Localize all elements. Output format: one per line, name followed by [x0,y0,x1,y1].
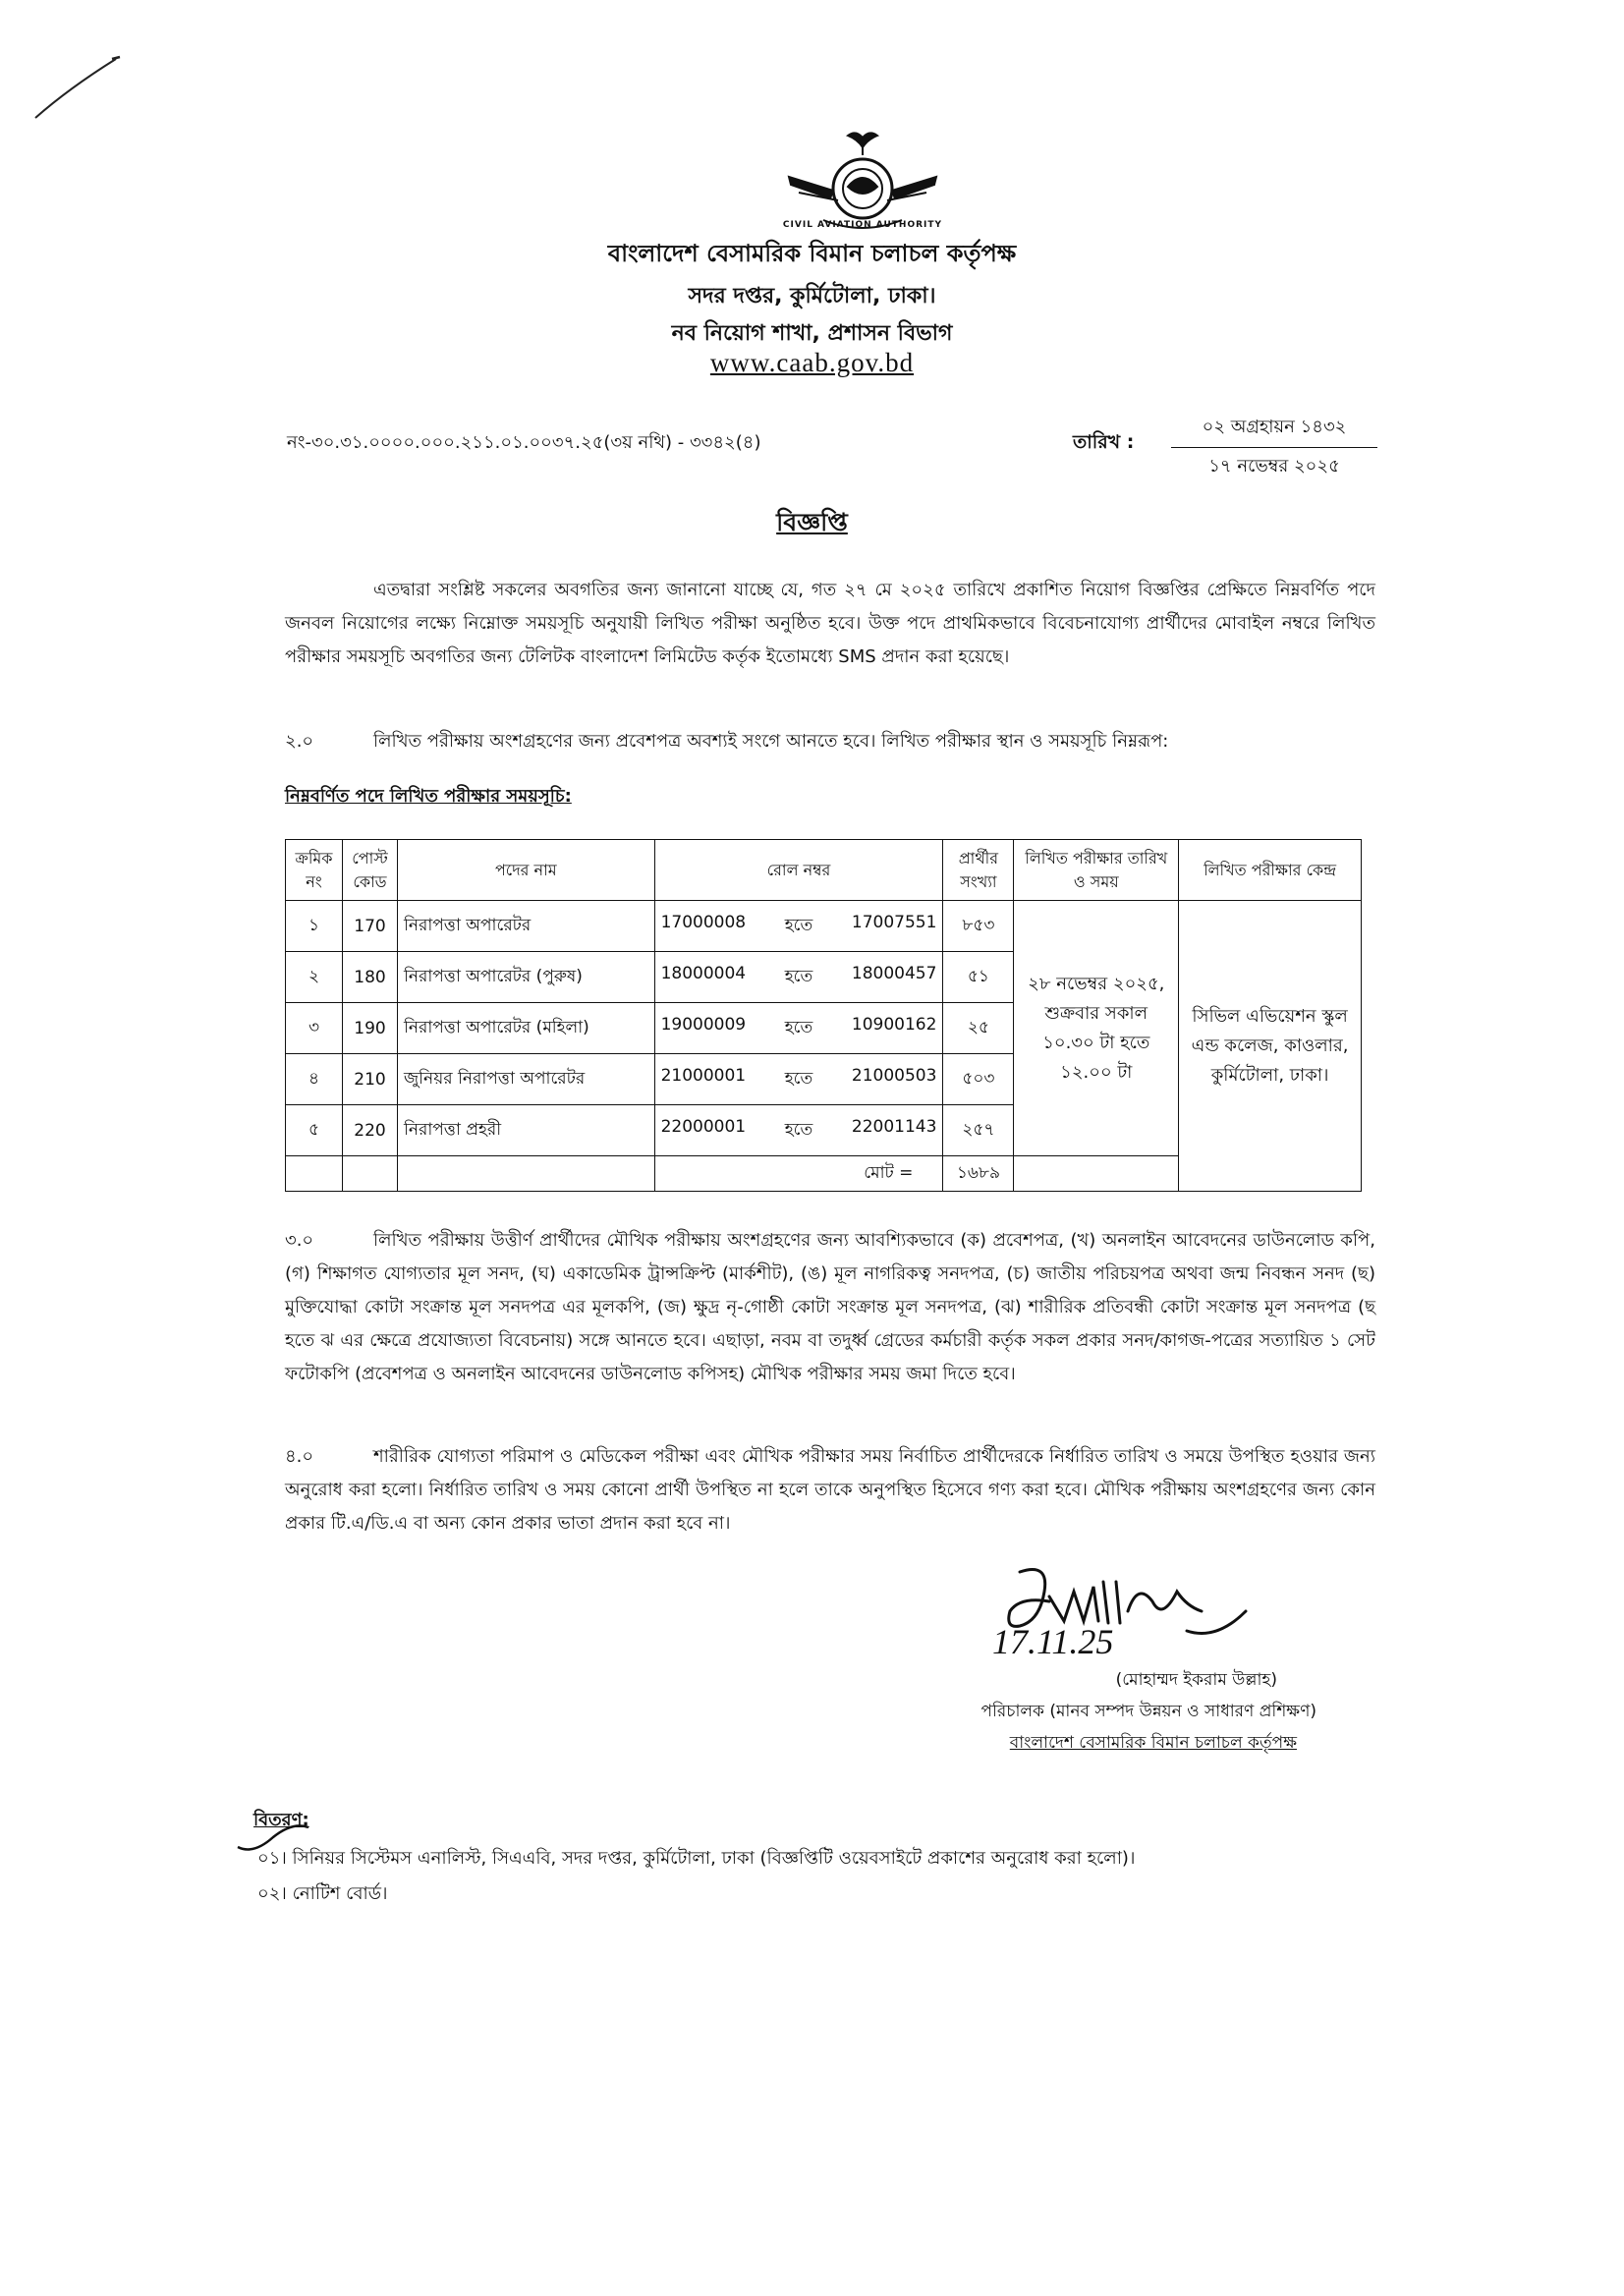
roll-to: 22001143 [851,1116,937,1137]
branch-name: নব নিয়োগ শাখা, প্রশাসন বিভাগ [671,321,953,346]
roll-to: 17007551 [851,912,937,932]
row-name: নিরাপত্তা অপারেটর (পুরুষ) [397,952,654,1003]
row-serial: ৩ [286,1003,343,1054]
office-address: সদর দপ্তর, কুর্মিটোলা, ঢাকা। [688,284,936,308]
row-code: 180 [342,952,397,1003]
row-serial: ২ [286,952,343,1003]
roll-to-word: হতে [784,1119,813,1140]
row-name: নিরাপত্তা অপারেটর (মহিলা) [397,1003,654,1054]
roll-to: 21000503 [851,1065,937,1086]
signature-block [806,1664,1316,1759]
signature-date: 17.11.25 [992,1622,1114,1661]
row-roll [654,1054,943,1105]
exam-center: সিভিল এভিয়েশন স্কুল এন্ড কলেজ, কাওলার, কুর্মিটোলা, ঢাকা। [1179,901,1362,1192]
paragraph-3-text: লিখিত পরীক্ষায় উত্তীর্ণ প্রার্থীদের মৌখিক পরীক্ষায় অংশগ্রহণের জন্য আবশ্যিকভাবে (ক) প্রবেশপত্র, (খ) অনলাইন আবেদনের ডাউনলোড কপি, (গ) শিক্ষাগত যোগ্যতার মূল সনদ, (ঘ) একাডেমিক ট্রান্সক্রিপ্ট (মার্কশীট), (ঙ) মূল নাগরিকত্ব সনদপত্র, (চ) জাতীয় পরিচয়পত্র অথবা জন্ম নিবন্ধন সনদ (ছ) মুক্তিযোদ্ধা কোটা সংক্রান্ত মূল সনদপত্র এর মূলকপি, (জ) ক্ষুদ্র নৃ-গোষ্ঠী কোটা সংক্রান্ত মূল সনদপত্র, (ঝ) শারীরিক প্রতিবন্ধী কোটা সংক্রান্ত মূল সনদপত্র (ছ হতে ঝ এর ক্ষেত্রে প্রযোজ্যতা বিবেচনায়) সঙ্গে আনতে হবে। এছাড়া, নবম বা তদুর্ধ্ব গ্রেডের কর্মচারী কর্তৃক সকল প্রকার সনদ/কাগজ-পত্রের সত্যায়িত ১ সেট ফটোকপি (প্রবেশপত্র ও অনলাইন আবেদনের ডাউনলোড কপিসহ) মৌখিক পরীক্ষার সময় জমা দিতে হবে। [285,1230,1375,1384]
col-count: প্রার্থীর সংখ্যা [943,840,1014,901]
row-roll [654,1003,943,1054]
paragraph-4-number: ৪.০ [285,1446,314,1467]
memo-number: নং-৩০.৩১.০০০০.০০০.২১১.০১.০০৩৭.২৫(৩য় নথি) - ৩৩৪২(৪) [287,432,761,453]
roll-to: 10900162 [851,1014,937,1035]
roll-from: 17000008 [660,912,747,932]
roll-from: 18000004 [660,963,747,983]
date-block [1171,413,1377,482]
org-name: বাংলাদেশ বেসামরিক বিমান চলাচল কর্তৃপক্ষ [607,240,1017,267]
paragraph-2-number: ২.০ [285,731,314,752]
total-value: ১৬৮৯ [943,1156,1014,1192]
roll-to-word: হতে [784,1068,813,1089]
row-roll [654,1105,943,1156]
roll-to-word: হতে [784,966,813,986]
paragraph-4-text: শারীরিক যোগ্যতা পরিমাপ ও মেডিকেল পরীক্ষা এবং মৌখিক পরীক্ষার সময় নির্বাচিত প্রার্থীদেরকে নির্ধারিত তারিখ ও সময়ে উপস্থিত হওয়ার জন্য অনুরোধ করা হলো। নির্ধারিত তারিখ ও সময় কোনো প্রার্থী উপস্থিত না হলে তাকে অনুপস্থিত হিসেবে গণ্য করা হবে। মৌখিক পরীক্ষায় অংশগ্রহণের জন্য কোন প্রকার টি.এ/ডি.এ বা অন্য কোন প্রকার ভাতা প্রদান করা হবে না। [285,1446,1375,1534]
row-roll [654,952,943,1003]
col-serial: ক্রমিক নং [286,840,343,901]
col-post-name: পদের নাম [397,840,654,901]
signatory-designation: পরিচালক (মানব সম্পদ উন্নয়ন ও সাধারণ প্রশিক্ষণ) [980,1702,1316,1721]
row-code: 170 [342,901,397,952]
row-count: ২৫৭ [943,1105,1014,1156]
row-name: নিরাপত্তা প্রহরী [397,1105,654,1156]
row-count: ২৫ [943,1003,1014,1054]
list-item: ০২। নোটিশ বোর্ড। [257,1883,388,1904]
date-bangla: ০২ অগ্রহায়ন ১৪৩২ [1171,413,1377,448]
logo-caption: CIVIL AVIATION AUTHORITY [782,220,943,230]
schedule-heading: নিম্নবর্ণিত পদে লিখিত পরীক্ষার সময়সূচি: [285,786,572,807]
exam-datetime: ২৮ নভেম্বর ২০২৫, শুক্রবার সকাল ১০.৩০ টা হতে ১২.০০ টা [1014,901,1179,1156]
row-name: জুনিয়র নিরাপত্তা অপারেটর [397,1054,654,1105]
table-row [286,901,1362,952]
date-label: তারিখ : [1073,431,1135,453]
date-gregorian: ১৭ নভেম্বর ২০২৫ [1208,456,1340,476]
roll-to-word: হতে [784,915,813,935]
col-center: লিখিত পরীক্ষার কেন্দ্র [1179,840,1362,901]
table-header-row [286,840,1362,901]
paragraph-2 [285,725,1375,758]
list-item: ০১। সিনিয়র সিস্টেমস এনালিস্ট, সিএএবি, সদর দপ্তর, কুর্মিটোলা, ঢাকা (বিজ্ঞপ্তিটি ওয়েবসাইটে প্রকাশের অনুরোধ করা হলো)। [257,1848,1136,1869]
row-count: ৫০৩ [943,1054,1014,1105]
roll-to: 18000457 [851,963,937,983]
row-code: 190 [342,1003,397,1054]
row-count: ৮৫৩ [943,901,1014,952]
pen-mark [29,49,128,128]
roll-from: 22000001 [660,1116,747,1137]
col-datetime: লিখিত পরীক্ষার তারিখ ও সময় [1014,840,1179,901]
paragraph-1: এতদ্বারা সংশ্লিষ্ট সকলের অবগতির জন্য জানানো যাচ্ছে যে, গত ২৭ মে ২০২৫ তারিখে প্রকাশিত নিয়োগ বিজ্ঞপ্তির প্রেক্ষিতে নিম্নবর্ণিত পদে জনবল নিয়োগের লক্ষ্যে নিম্নোক্ত সময়সূচি অনুযায়ী লিখিত পরীক্ষা অনুষ্ঠিত হবে। উক্ত পদে প্রাথমিকভাবে বিবেচনাযোগ্য প্রার্থীদের মোবাইল নম্বরে লিখিত পরীক্ষার সময়সূচি অবগতির জন্য টেলিটক বাংলাদেশ লিমিটেড কর্তৃক ইতোমধ্যে SMS প্রদান করা হয়েছে। [285,580,1375,667]
row-serial: ৫ [286,1105,343,1156]
row-roll [654,901,943,952]
signatory-name: (মোহাম্মদ ইকরাম উল্লাহ) [1115,1670,1277,1690]
row-serial: ৪ [286,1054,343,1105]
row-code: 210 [342,1054,397,1105]
row-serial: ১ [286,901,343,952]
roll-from: 19000009 [660,1014,747,1035]
signatory-org: বাংলাদেশ বেসামরিক বিমান চলাচল কর্তৃপক্ষ [1009,1733,1297,1753]
col-roll: রোল নম্বর [654,840,943,901]
distribution-heading: বিতরণ: [253,1810,309,1830]
row-code: 220 [342,1105,397,1156]
notice-title: বিজ্ঞপ্তি [776,508,848,536]
website-link[interactable]: www.caab.gov.bd [709,348,915,377]
row-name: নিরাপত্তা অপারেটর [397,901,654,952]
row-count: ৫১ [943,952,1014,1003]
paragraph-3-number: ৩.০ [285,1230,314,1251]
paragraph-3 [285,1224,1375,1391]
paragraph-4 [285,1440,1375,1540]
col-post-code: পোস্ট কোড [342,840,397,901]
schedule-table [285,839,1362,1192]
distribution-list [257,1841,1377,1912]
roll-from: 21000001 [660,1065,747,1086]
total-label: মোট = [654,1156,943,1192]
paragraph-2-text: লিখিত পরীক্ষায় অংশগ্রহণের জন্য প্রবেশপত্র অবশ্যই সংগে আনতে হবে। লিখিত পরীক্ষার স্থান ও সময়সূচি নিম্নরূপ: [373,731,1169,752]
roll-to-word: হতে [784,1017,813,1037]
